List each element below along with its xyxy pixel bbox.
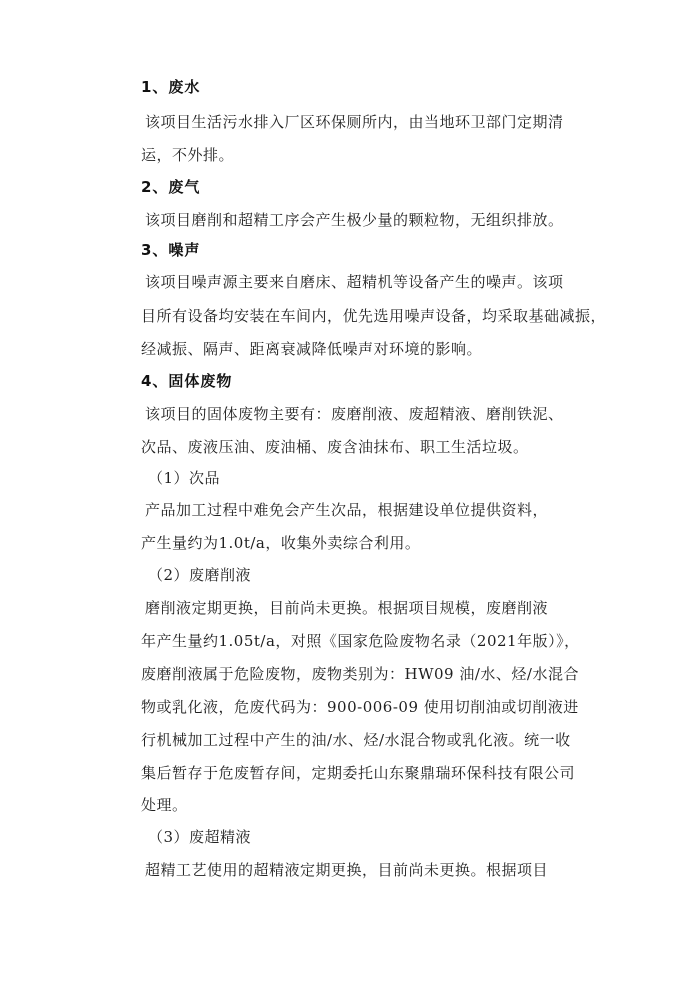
paragraph-line: 物或乳化液，危废代码为：900-006-09 使用切削油或切削液进	[141, 698, 579, 716]
paragraph-line: 目所有设备均安装在车间内，优先选用噪声设备，均采取基础减振，	[141, 307, 607, 325]
paragraph-line: 次品、废液压油、废油桶、废含油抹布、职工生活垃圾。	[141, 438, 529, 456]
paragraph-line: 该项目噪声源主要来自磨床、超精机等设备产生的噪声。该项	[145, 273, 564, 291]
paragraph-line: 该项目生活污水排入厂区环保厕所内，由当地环卫部门定期清	[145, 113, 564, 131]
paragraph-line: 集后暂存于危废暂存间，定期委托山东聚鼎瑞环保科技有限公司	[141, 764, 576, 782]
section-heading-noise: 3、噪声	[141, 241, 201, 259]
paragraph-line: 该项目的固体废物主要有：废磨削液、废超精液、磨削铁泥、	[145, 405, 564, 423]
paragraph-line: 行机械加工过程中产生的油/水、烃/水混合物或乳化液。统一收	[141, 731, 571, 749]
paragraph-line: 磨削液定期更换，目前尚未更换。根据项目规模，废磨削液	[145, 599, 549, 617]
section-heading-solid-waste: 4、固体废物	[141, 372, 233, 390]
subsection-title-waste-superfinishing-fluid: （3）废超精液	[148, 828, 252, 846]
paragraph-line: 废磨削液属于危险废物，废物类别为：HW09 油/水、烃/水混合	[141, 665, 579, 683]
paragraph-line: 经减振、隔声、距离衰减降低噪声对环境的影响。	[141, 340, 483, 358]
section-heading-waste-gas: 2、废气	[141, 178, 201, 196]
section-heading-wastewater: 1、废水	[141, 78, 201, 96]
paragraph-line: 该项目磨削和超精工序会产生极少量的颗粒物，无组织排放。	[145, 211, 564, 229]
paragraph-line: 运，不外排。	[141, 146, 235, 164]
paragraph-line: 年产生量约1.05t/a，对照《国家危险废物名录（2021年版）》，	[141, 632, 580, 650]
paragraph-line: 产生量约为1.0t/a，收集外卖综合利用。	[141, 534, 421, 552]
paragraph-line: 超精工艺使用的超精液定期更换，目前尚未更换。根据项目	[145, 861, 549, 879]
subsection-title-waste-grinding-fluid: （2）废磨削液	[148, 566, 252, 584]
subsection-title-defective-products: （1）次品	[148, 469, 221, 487]
paragraph-line: 产品加工过程中难免会产生次品，根据建设单位提供资料，	[145, 501, 549, 519]
paragraph-line: 处理。	[141, 796, 188, 814]
